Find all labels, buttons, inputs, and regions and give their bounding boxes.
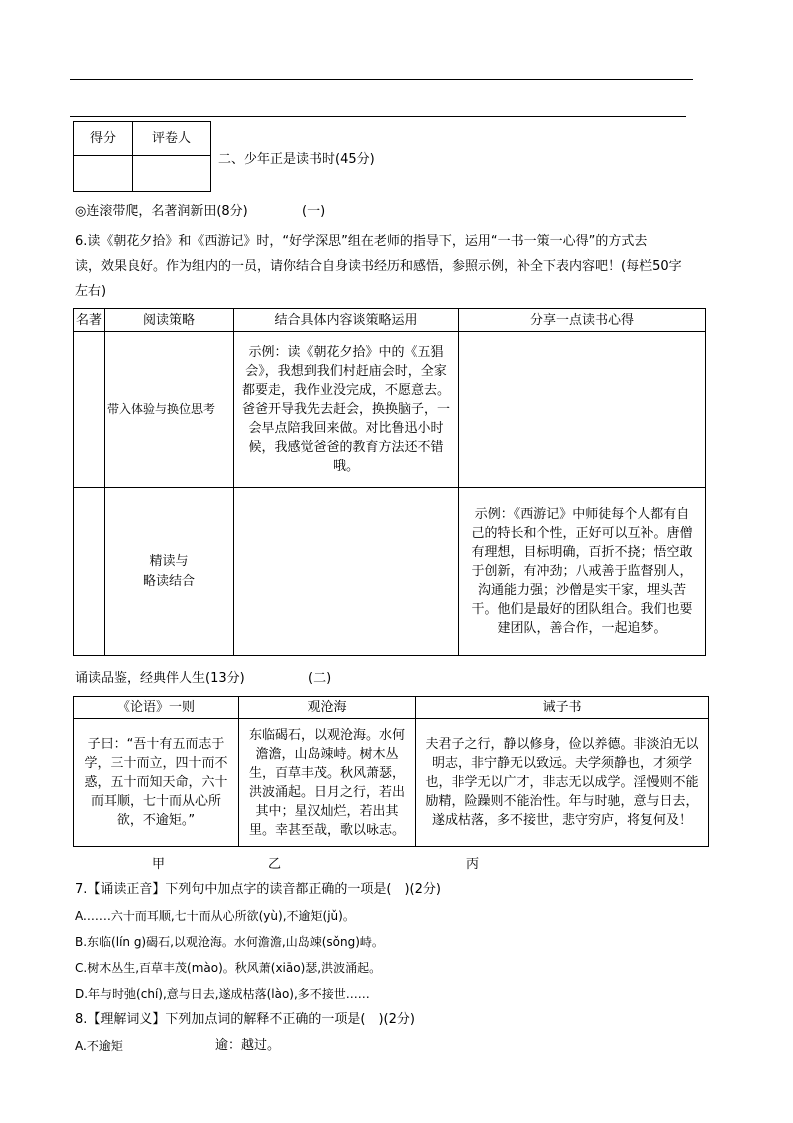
analects-line: 欲，不逾矩。” <box>116 813 196 828</box>
row1-strategy-cell <box>105 332 234 488</box>
q7-option-a[interactable]: A.……六十而耳顺,七十而从心所欲(yù),不逾矩(jǔ)。 <box>75 909 355 923</box>
part2-title: 诵读品鉴，经典伴人生(13分) <box>75 671 245 686</box>
header-rule-bottom <box>70 116 686 117</box>
score-label-cell <box>74 122 133 156</box>
header-strategy <box>105 309 234 332</box>
row1-insight-cell[interactable] <box>459 332 706 488</box>
row1-example-cell <box>234 332 459 488</box>
sea-line: 其中；星汉灿烂，若出其 <box>255 803 399 819</box>
header-insight <box>459 309 706 332</box>
row1-example-line: 会早点陪我回来做。对比鲁迅小时 <box>248 421 444 436</box>
q7-option-d[interactable]: D.年与时弛(chí),意与日去,遂成枯落(lào),多不接世…… <box>75 987 370 1001</box>
row1-example-line: 都要走，我作业没完成，不愿意去。 <box>241 383 450 398</box>
sea-line: 东临碣石，以观沧海。水何 <box>248 727 405 743</box>
header-book-label: 名著 <box>75 312 102 328</box>
analects-line: 而耳顺，七十而从心所 <box>90 794 221 809</box>
admonition-cell <box>416 719 709 847</box>
admonition-line: 明志，非宁静无以致远。夫学须静也，才须学 <box>431 756 692 771</box>
header-admonition-label: 诫子书 <box>542 700 582 715</box>
header-book <box>74 309 105 332</box>
grader-label: 评卷人 <box>151 131 191 146</box>
q8-option-a-definition: 逾：越过。 <box>215 1038 281 1053</box>
analects-line: 学，三十而立，四十而不 <box>84 756 228 771</box>
header-admonition <box>416 697 709 719</box>
row2-example-cell <box>459 488 706 656</box>
sea-line: 澹澹，山岛竦峙。树木丛 <box>255 746 399 762</box>
header-analects <box>74 697 239 719</box>
row2-strategy-cell <box>105 488 234 656</box>
part2-number: (二) <box>308 671 332 686</box>
row2-example-line: 干。他们是最好的团队组合。我们也要 <box>471 602 693 617</box>
sea-cell <box>239 719 416 847</box>
header-sea-label: 观沧海 <box>307 700 347 715</box>
row2-example-line: 于创新，有冲劲；八戒善于监督别人， <box>471 564 693 579</box>
score-box <box>73 121 211 192</box>
score-label: 得分 <box>89 131 116 146</box>
row2-example-line: 己的特长和个性，正好可以互补。唐僧 <box>471 526 693 541</box>
section-title: 二、少年正是读书时(45分) <box>218 152 375 167</box>
grader-label-cell <box>133 122 211 156</box>
sea-line: 生，百草丰茂。秋风萧瑟， <box>248 765 405 781</box>
admonition-line: 也，非学无以广才，非志无以成学。淫慢则不能 <box>425 775 699 790</box>
row2-application-cell[interactable] <box>234 488 459 656</box>
q6-line1: 6.读《朝花夕拾》和《西游记》时，“好学深思”组在老师的指导下，运用“一书一策一心得”的方式去 <box>75 234 648 249</box>
row1-book-cell[interactable] <box>74 332 105 488</box>
header-strategy-label: 阅读策略 <box>142 312 195 328</box>
q6-line3: 左右) <box>75 284 107 299</box>
admonition-line: 夫君子之行，静以修身，俭以养德。非淡泊无以 <box>425 737 699 752</box>
q7-stem: 7.【诵读正音】下列句中加点字的读音都正确的一项是( )(2分) <box>75 882 441 897</box>
analects-cell <box>74 719 239 847</box>
reading-table <box>73 308 706 656</box>
row1-example-line: 爸爸开导我先去赶会，换换脑子，一 <box>241 402 450 417</box>
classics-table <box>73 696 709 847</box>
score-input-cell[interactable] <box>74 156 133 192</box>
header-rule-top <box>70 79 693 80</box>
row2-example-line: 建团队，善合作，一起追梦。 <box>497 621 667 636</box>
q7-option-b[interactable]: B.东临(lín g)碣石,以观沧海。水何澹澹,山岛竦(sǒng)峙。 <box>75 935 384 949</box>
analects-line: 惑，五十而知天命，六十 <box>84 775 228 790</box>
row1-example-line: 候，我感觉爸爸的教育方法还不错 <box>248 440 444 455</box>
analects-line: 子曰：“吾十有五而志于 <box>87 737 225 752</box>
row2-book-cell[interactable] <box>74 488 105 656</box>
grader-input-cell[interactable] <box>133 156 211 192</box>
header-application-label: 结合具体内容谈策略运用 <box>274 312 418 328</box>
sea-line: 里。幸甚至哉，歌以咏志。 <box>248 822 405 838</box>
row2-example-line: 有理想，目标明确，百折不挠；悟空敢 <box>471 545 693 560</box>
label-yi: 乙 <box>268 857 282 872</box>
header-sea <box>239 697 416 719</box>
q7-option-c[interactable]: C.树木丛生,百草丰茂(mào)。秋风萧(xiāo)瑟,洪波涌起。 <box>75 961 382 975</box>
header-insight-label: 分享一点读书心得 <box>529 312 634 328</box>
row2-example-line: 示例：《西游记》中师徒每个人都有自 <box>474 507 690 522</box>
sea-line: 洪波涌起。日月之行，若出 <box>248 784 405 800</box>
row1-example-line: 哦。 <box>332 459 359 474</box>
label-bing: 丙 <box>466 857 480 872</box>
row1-strategy: 带入体验与换位思考 <box>107 402 216 416</box>
label-jia: 甲 <box>152 857 166 872</box>
row1-example-line: 示例：读《朝花夕拾》中的《五猖 <box>248 345 444 360</box>
q8-option-a-word[interactable]: A.不逾矩 <box>75 1039 123 1053</box>
header-application <box>234 309 459 332</box>
part1-number: (一) <box>302 204 326 219</box>
row2-example-line: 沟通能力强；沙僧是实干家，埋头苦 <box>477 583 686 598</box>
row2-strategy-line2: 略读结合 <box>142 573 195 589</box>
admonition-line: 遂成枯落，多不接世，悲守穷庐，将复何及！ <box>431 813 692 828</box>
admonition-line: 励精，险躁则不能治性。年与时驰，意与日去， <box>425 794 699 809</box>
q8-stem: 8.【理解词义】下列加点词的解释不正确的一项是( )(2分) <box>75 1012 415 1027</box>
row1-example-line: 会》，我想到我们村赶庙会时，全家 <box>245 364 447 379</box>
part1-title: ◎连滚带爬，名著润新田(8分) <box>75 204 248 219</box>
q6-line2: 读，效果良好。作为组内的一员，请你结合自身读书经历和感悟，参照示例，补全下表内容吧！(每栏50字 <box>75 259 682 274</box>
header-analects-label: 《论语》一则 <box>116 700 195 715</box>
row2-strategy-line1: 精读与 <box>149 553 189 569</box>
